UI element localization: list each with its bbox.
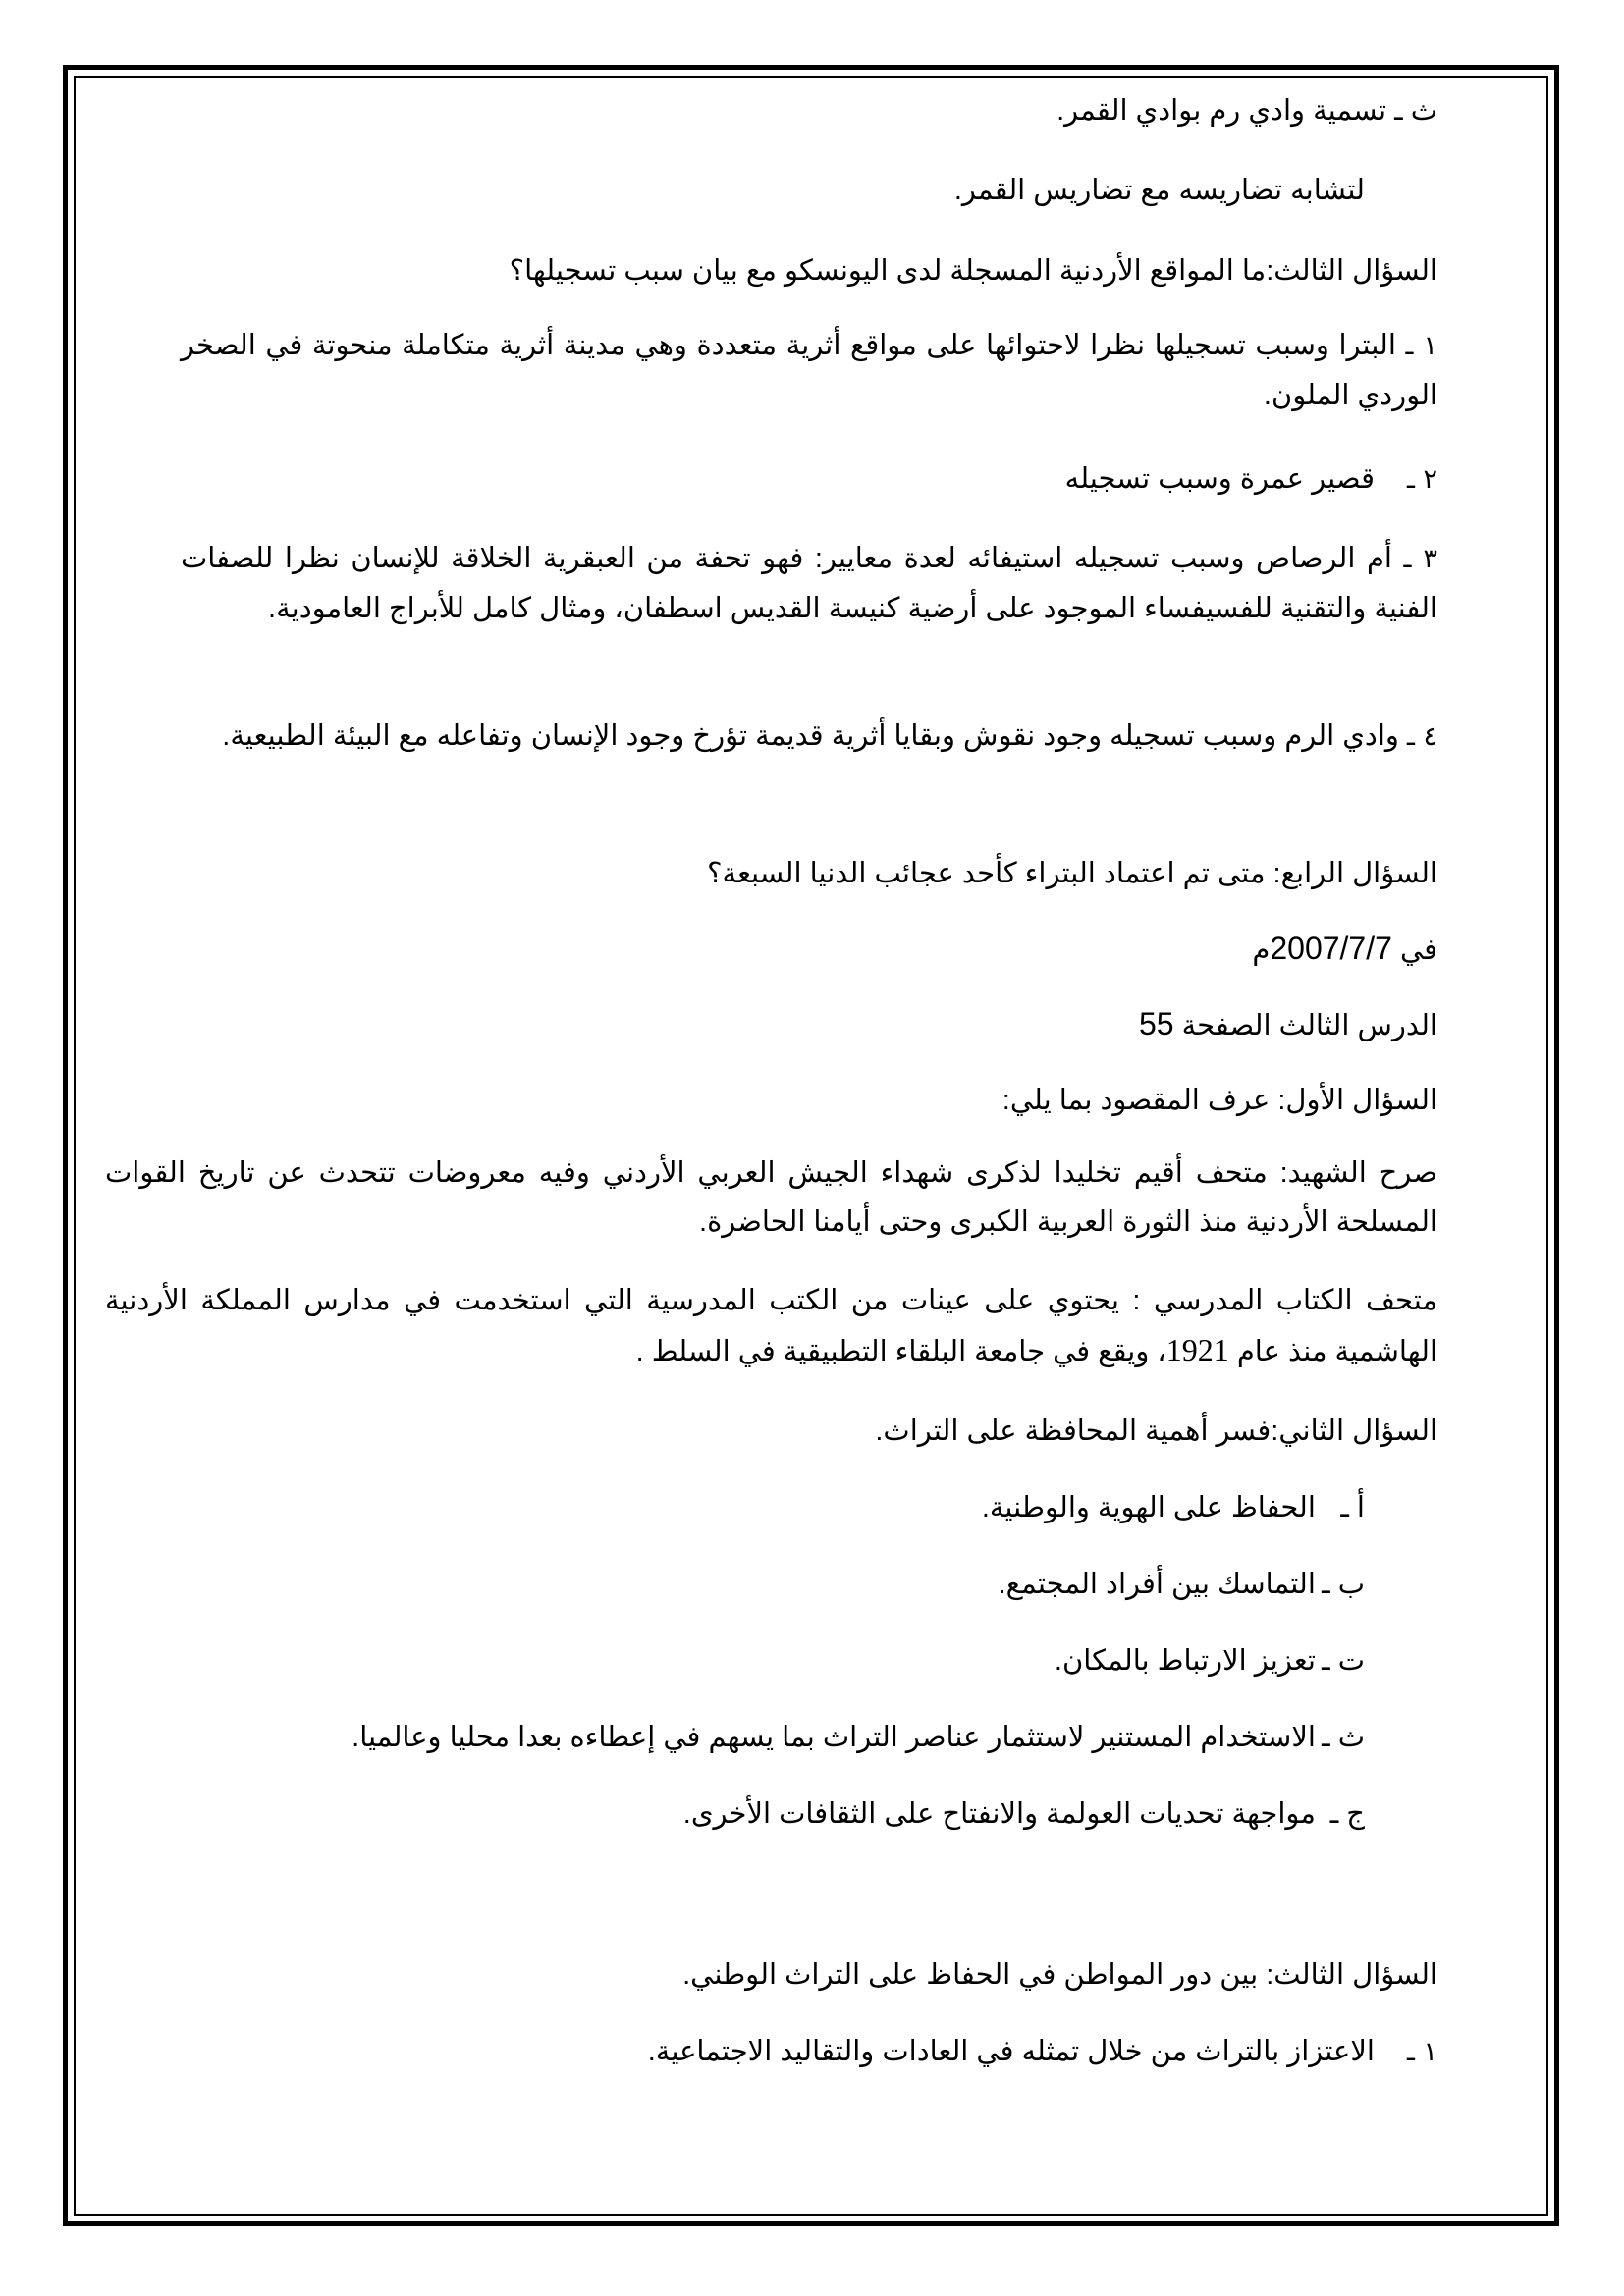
section-question-1-title: السؤال الأول: عرف المقصود بما يلي:: [1001, 1085, 1437, 1116]
question-4-answer: في 2007/7/7م: [1252, 931, 1437, 966]
list-item-4: ٤ ـ وادي الرم وسبب تسجيله وجود نقوش وبقايا أثرية قديمة تؤرخ وجود الإنسان وتفاعله مع البيئة الطبيعية.: [222, 721, 1437, 752]
definition-martyr-memorial: صرح الشهيد: متحف أقيم تخليدا لذكرى شهداء الجيش العربي الأردني وفيه معروضات تتحدث عن تاريخ القوات المسلحة الأردنية منذ الثورة العربية الكبرى وحتى أيامنا الحاضرة.: [105, 1157, 1437, 1238]
list-item-1: ١ ـ البترا وسبب تسجيلها نظرا لاحتوائها على مواقع أثرية متعددة وهي مدينة أثرية متكاملة منحوتة في الصخر الوردي الملون.: [181, 330, 1437, 411]
lesson-heading: الدرس الثالث الصفحة 55: [1138, 1006, 1437, 1041]
importance-item-j: ج ـ مواجهة تحديات العولمة والانفتاح على الثقافات الأخرى.: [682, 1798, 1365, 1830]
line-moon-reason: لتشابه تضاريسه مع تضاريس القمر.: [953, 175, 1365, 206]
importance-item-th: ث ـ الاستخدام المستنير لاستثمار عناصر التراث بما يسهم في إعطاءه بعدا محليا وعالميا.: [352, 1722, 1365, 1753]
definition-school-book-museum: متحف الكتاب المدرسي : يحتوي على عينات من الكتب المدرسية التي استخدمت في مدارس المملكة الأردنية الهاشمية منذ عام 1921، ويقع في جامعة البلقاء التطبيقية في السلط .: [105, 1285, 1437, 1367]
importance-item-a: أ ـ الحفاظ على الهوية والوطنية.: [981, 1492, 1365, 1523]
importance-item-b: ب ـ التماسك بين أفراد المجتمع.: [998, 1569, 1365, 1600]
section-question-3-title: السؤال الثالث: بين دور المواطن في الحفاظ على التراث الوطني.: [682, 1959, 1437, 1991]
list-item-2: ٢ ـ قصير عمرة وسبب تسجيله: [1064, 463, 1437, 495]
importance-item-t: ت ـ تعزيز الارتباط بالمكان.: [1054, 1645, 1365, 1677]
line-wadi-rum-moon: ث ـ تسمية وادي رم بوادي القمر.: [1056, 95, 1437, 127]
question-3-title: السؤال الثالث:ما المواقع الأردنية المسجلة لدى اليونسكو مع بيان سبب تسجيلها؟: [509, 255, 1437, 287]
list-item-3: ٣ ـ أم الرصاص وسبب تسجيله استيفائه لعدة معايير: فهو تحفة من العبقرية الخلاقة للإنسان نظرا للصفات الفنية والتقنية للفسيفساء الموجود على أرضية كنيسة القديس اسطفان، ومثال كامل للأبراج العامودية.: [181, 543, 1437, 624]
citizen-role-item-1: ١ ـ الاعتزاز بالتراث من خلال تمثله في العادات والتقاليد الاجتماعية.: [647, 2036, 1437, 2067]
section-question-2-title: السؤال الثاني:فسر أهمية المحافظة على التراث.: [875, 1415, 1437, 1447]
question-4-title: السؤال الرابع: متى تم اعتماد البتراء كأحد عجائب الدنيا السبعة؟: [707, 858, 1437, 889]
